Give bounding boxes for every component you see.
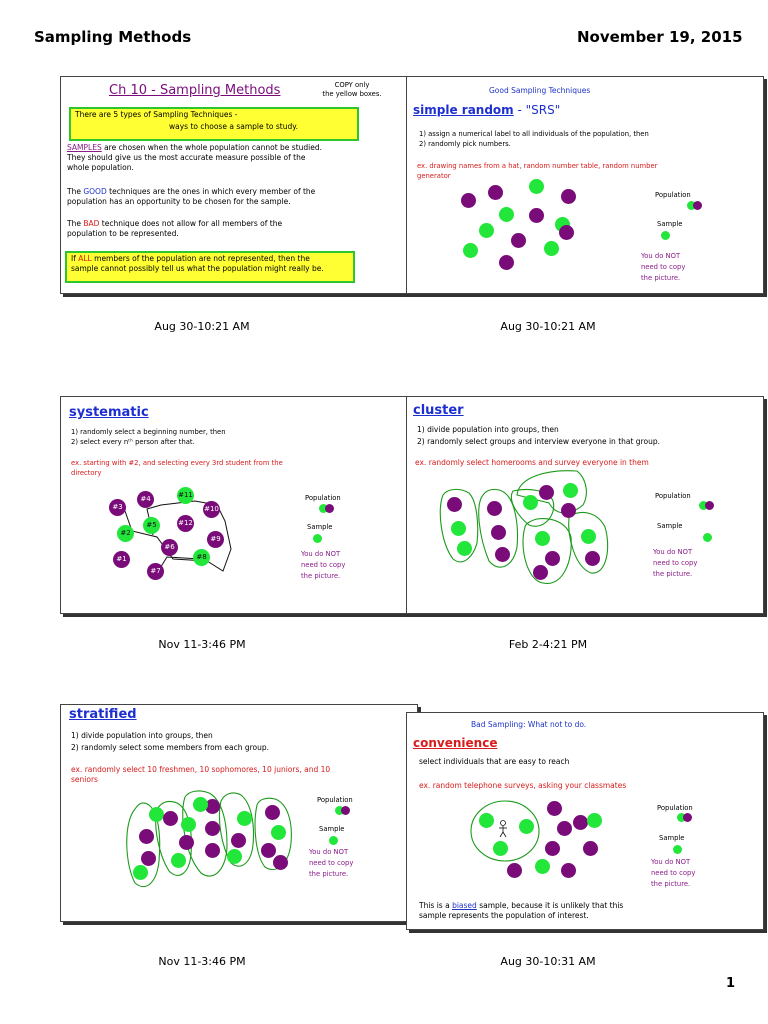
population-dot [179,835,194,850]
sample-dot [457,541,472,556]
sample-dot [587,813,602,828]
sample-dot [193,797,208,812]
samples-paragraph: SAMPLES are chosen when the whole population cannot be studied. They should give us the most accurate measure possible of the whole population. [67,143,323,172]
legend-sample-dot [661,231,670,240]
legend-sample-label: Sample [307,523,333,531]
sample-dot [535,531,550,546]
population-dot [507,863,522,878]
population-dot [561,189,576,204]
slide-title: convenience [413,736,498,750]
good-paragraph: The GOOD techniques are the ones in which every member of the population has an opportunity to be chosen for the sample. [67,187,316,206]
sample-dot [227,849,242,864]
example: ex. random telephone surveys, asking your classmates [419,781,627,790]
bad-paragraph: The BAD technique does not allow for all members of the population to be represented. [67,219,283,238]
sample-dot [171,853,186,868]
node-7: #7 [147,563,164,580]
sample-dot [563,483,578,498]
step-1: 1) assign a numerical label to all individuals of the population, then [419,130,649,138]
sample-dot [479,223,494,238]
legend-population-label: Population [655,191,691,199]
node-5: #5 [143,517,160,534]
document-title: Sampling Methods [34,28,192,46]
example-line-1: ex. randomly select 10 freshmen, 10 sophomores, 10 juniors, and 10 [71,765,331,774]
slide-heading: Bad Sampling: What not to do. [471,720,587,729]
types-line-2: ways to choose a sample to study. [169,122,298,131]
sample-dot [479,813,494,828]
slide-title: Ch 10 - Sampling Methods [109,83,281,98]
svg-text:- . [163,920,171,921]
sample-dot [544,241,559,256]
slide-timestamp: Aug 30-10:21 AM [154,320,250,333]
population-dot [539,485,554,500]
step-1: 1) divide population into groups, then [71,731,213,740]
step-1: 1) divide population into groups, then [417,425,559,434]
slide-timestamp: Feb 2-4:21 PM [508,638,588,651]
population-dot [261,843,276,858]
population-dot [265,805,280,820]
node-11: #11 [177,487,194,504]
slide-cluster [406,396,764,614]
sample-dot [535,859,550,874]
legend-sample-dot [329,836,338,845]
population-dot [205,821,220,836]
population-dot [447,497,462,512]
population-dot [561,503,576,518]
population-dot [547,801,562,816]
legend-sample-label: Sample [657,220,683,228]
sample-dot [451,521,466,536]
sample-dot [519,819,534,834]
node-8: #8 [193,549,210,566]
node-3: #3 [109,499,126,516]
population-dot [491,525,506,540]
legend-sample-label: Sample [659,834,685,842]
slide-stratified [60,704,418,922]
step-1: select individuals that are easy to reach [419,757,570,766]
sample-dot [529,179,544,194]
sample-dot [463,243,478,258]
sample-dot [499,207,514,222]
slide-convenience [406,712,764,930]
population-dot [557,821,572,836]
sample-dot [133,865,148,880]
example-line-2: generator [417,172,451,180]
slide-title: cluster [413,403,464,418]
step-2: 2) select every nᵗʰ person after that. [71,438,195,446]
no-copy-note: You do NOT need to copy the picture. [653,548,698,578]
slide-title: systematic [69,405,149,420]
legend-sample-dot [313,534,322,543]
population-dot [533,565,548,580]
legend-population-label: Population [655,492,691,500]
legend-population-label: Population [657,804,693,812]
legend-sample-label: Sample [319,825,345,833]
legend-purple-dot [341,806,350,815]
slide-heading: Good Sampling Techniques [489,86,591,95]
slide-ch10-intro [60,76,418,294]
node-2: #2 [117,525,134,542]
step-1: 1) randomly select a beginning number, then [71,428,226,436]
legend-purple-dot [693,201,702,210]
population-dot [273,855,288,870]
types-line-1: There are 5 types of Sampling Techniques - [75,110,238,119]
example-line-1: ex. starting with #2, and selecting every 3rd student from the [71,459,283,467]
slide-title: simple random - "SRS" [413,103,561,117]
population-dot [559,225,574,240]
slide-timestamp: Aug 30-10:31 AM [500,955,596,968]
person-icon [497,819,509,839]
slide-timestamp: Aug 30-10:21 AM [500,320,596,333]
population-dot [488,185,503,200]
population-dot [545,551,560,566]
no-copy-note: You do NOT need to copy the picture. [651,858,696,888]
population-dot [139,829,154,844]
population-dot [141,851,156,866]
node-6: #6 [161,539,178,556]
slide-timestamp: Nov 11-3:46 PM [158,638,246,651]
node-9: #9 [207,531,224,548]
node-10: #10 [203,501,220,518]
document-date: November 19, 2015 [577,28,743,46]
legend-purple-dot [325,504,334,513]
example: ex. randomly select homerooms and survey everyone in them [415,458,649,467]
step-2: 2) randomly select some members from each group. [71,743,269,752]
node-4: #4 [137,491,154,508]
step-2: 2) randomly select groups and interview everyone in that group. [417,437,660,446]
example-line-2: directory [71,469,102,477]
population-dot [573,815,588,830]
legend-purple-dot [683,813,692,822]
legend-population-label: Population [305,494,341,502]
population-dot [495,547,510,562]
population-dot [511,233,526,248]
sample-dot [271,825,286,840]
population-dot [163,811,178,826]
node-12: #12 [177,515,194,532]
no-copy-note: You do NOT need to copy the picture. [301,550,346,580]
population-dot [205,843,220,858]
legend-population-label: Population [317,796,353,804]
legend-sample-dot [703,533,712,542]
slide-title: stratified [69,707,137,722]
legend-sample-label: Sample [657,522,683,530]
sample-dot [581,529,596,544]
population-dot [487,501,502,516]
population-dot [561,863,576,878]
no-copy-note: You do NOT need to copy the picture. [309,848,354,878]
sample-dot [181,817,196,832]
slide-simple-random [406,76,764,294]
population-dot [499,255,514,270]
slide-systematic [60,396,418,614]
population-dot [545,841,560,856]
example-line-2: seniors [71,775,98,784]
sample-dot [237,811,252,826]
sample-dot [149,807,164,822]
slide-timestamp: Nov 11-3:46 PM [158,955,246,968]
biased-conclusion: This is a biased sample, because it is unlikely that this sample represents the population of interest. [419,901,624,920]
population-dot [583,841,598,856]
population-dot [231,833,246,848]
sample-dot [493,841,508,856]
no-copy-note: You do NOT need to copy the picture. [641,252,686,282]
population-dot [585,551,600,566]
step-2: 2) randomly pick numbers. [419,140,511,148]
population-dot [529,208,544,223]
example-line-1: ex. drawing names from a hat, random number table, random number [417,162,658,170]
population-dot [461,193,476,208]
legend-sample-dot [673,845,682,854]
legend-purple-dot [705,501,714,510]
node-1: #1 [113,551,130,568]
page-number: 1 [726,976,736,991]
sample-dot [523,495,538,510]
copy-note: COPY only the yellow boxes. [322,81,382,98]
all-members-text: If ALL members of the population are not represented, then the sample cannot possibly tell us what the population might really be. [71,254,324,273]
